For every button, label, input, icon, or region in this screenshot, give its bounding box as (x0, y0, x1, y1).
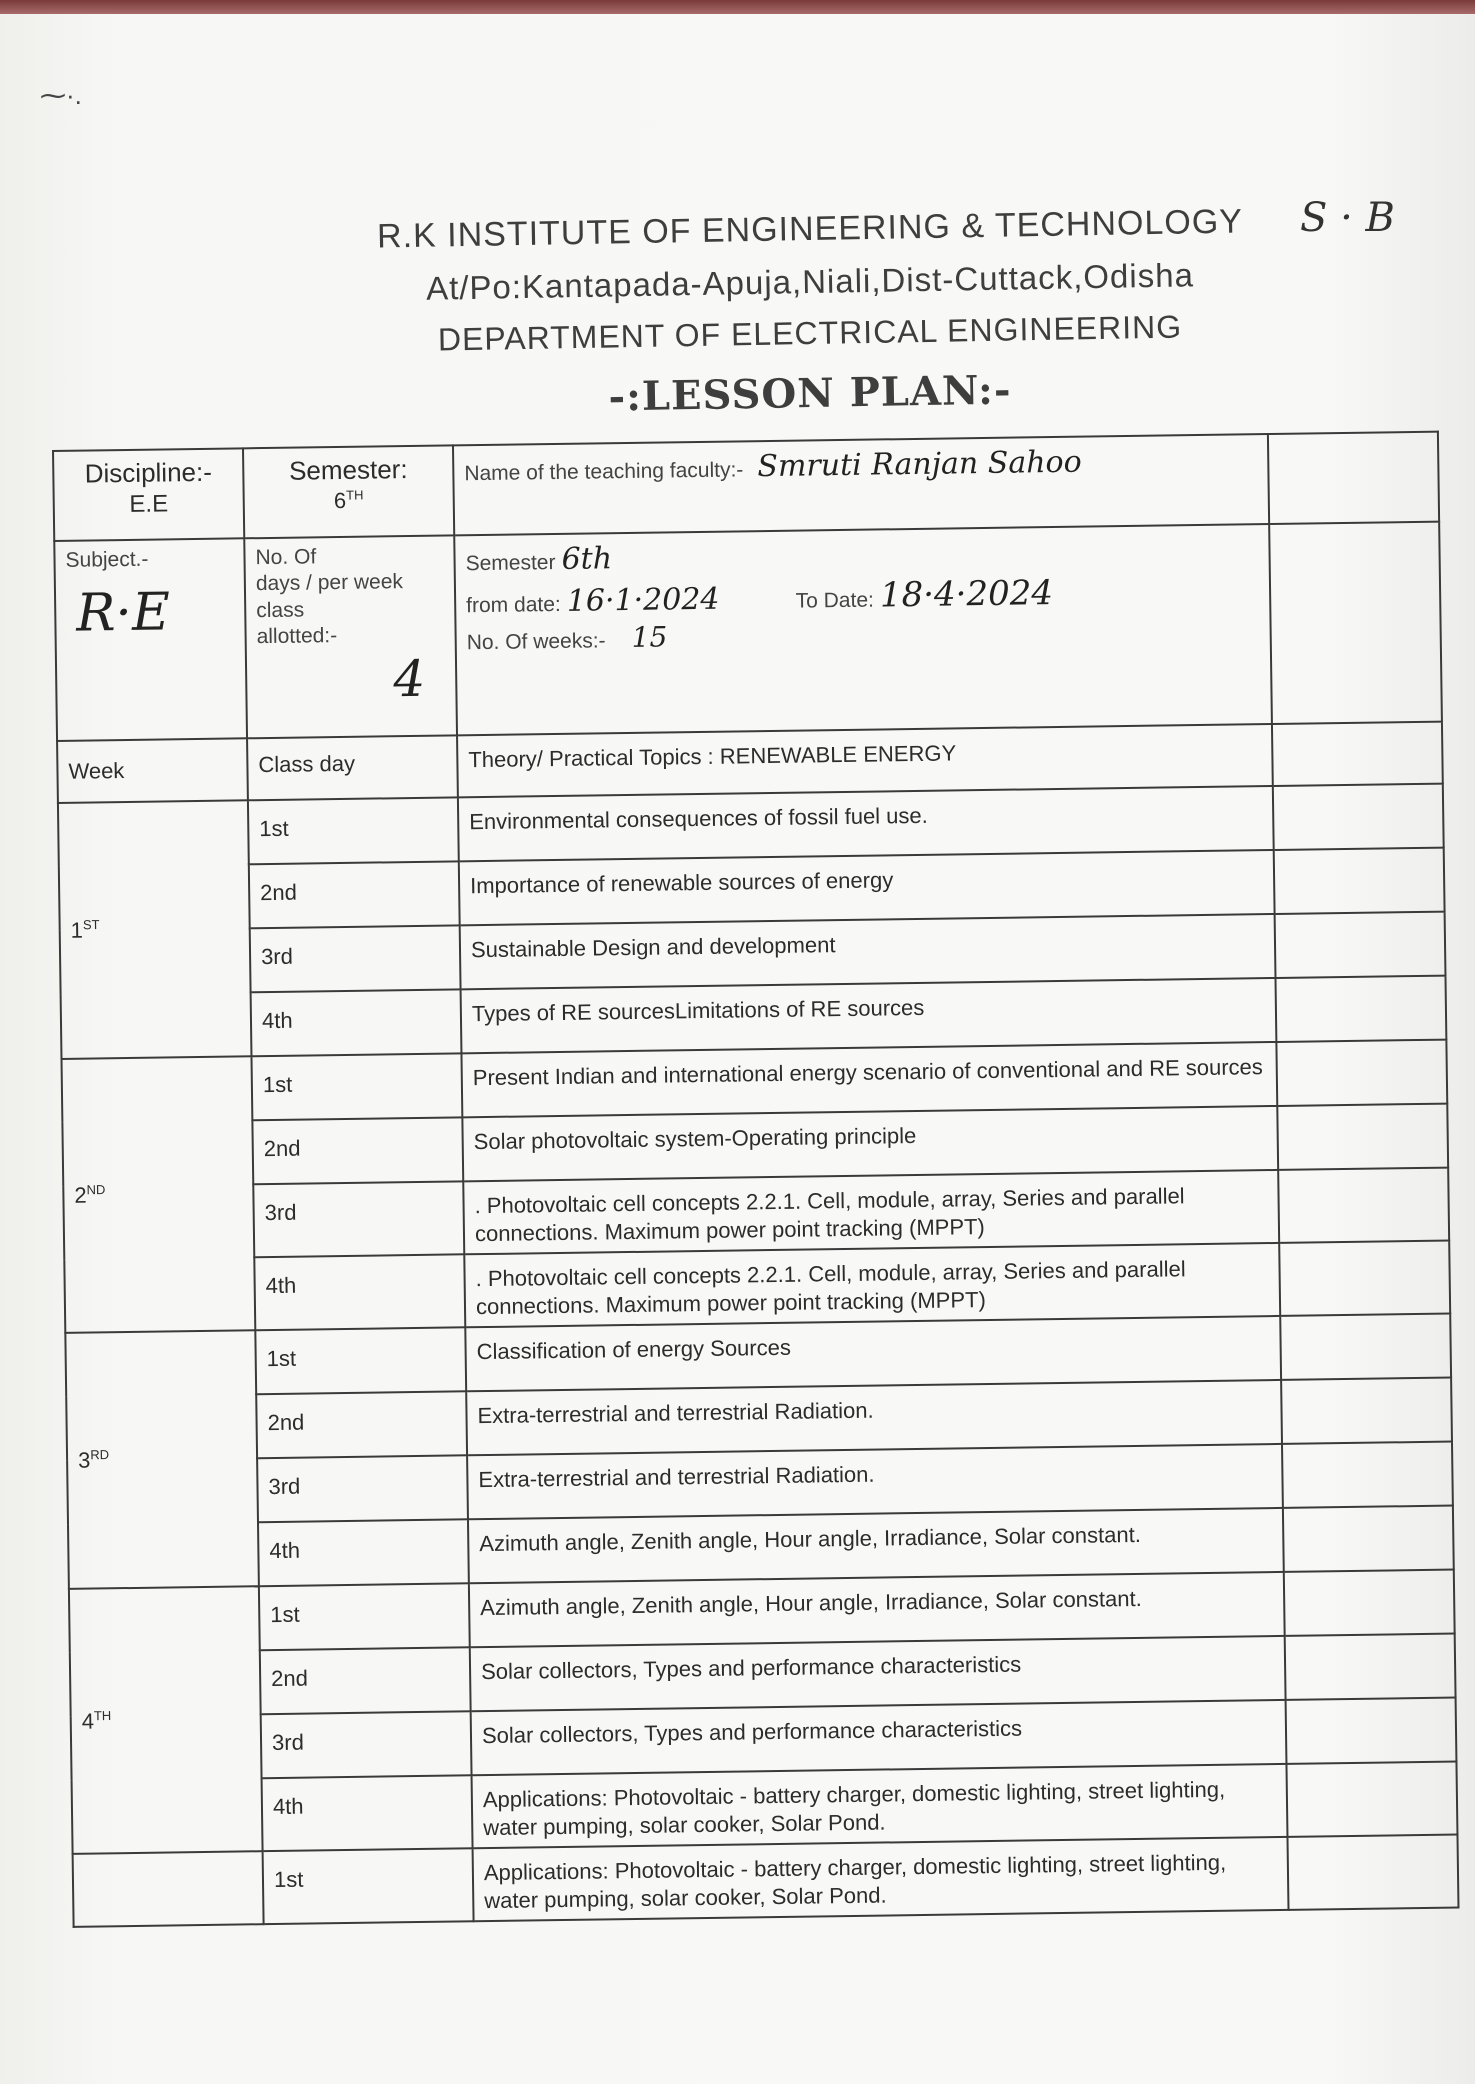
week-number-cell (58, 800, 252, 1059)
institute-address: At/Po:Kantapada-Apuja,Niali,Dist-Cuttack,Odisha (425, 256, 1195, 307)
subject-label: Subject.- (65, 547, 149, 572)
class-day-cell: 4th (254, 1254, 465, 1330)
topic-cell: Importance of renewable sources of energy (459, 850, 1275, 925)
semester-label: Semester: (288, 454, 408, 486)
days-label-2: days / per week (255, 570, 404, 596)
topics-column-header: Theory/ Practical Topics : RENEWABLE ENERGY (457, 724, 1273, 797)
from-date-value: 16·1·2024 (566, 581, 720, 619)
blank-cell (1272, 722, 1443, 786)
blank-cell (1280, 1314, 1451, 1380)
days-label-1: No. Of (255, 545, 317, 570)
blank-cell (1268, 432, 1439, 524)
week-suffix: TH (93, 1707, 112, 1723)
blank-cell (1279, 1241, 1450, 1316)
blank-cell (1278, 1168, 1449, 1243)
class-day-cell: 3rd (261, 1711, 472, 1778)
handwritten-initials: S · B (1300, 195, 1395, 241)
class-day-cell: 4th (262, 1775, 473, 1851)
semester-sup: TH (345, 486, 364, 503)
semester-from-label: Semester (465, 550, 556, 576)
week-suffix: ND (86, 1182, 106, 1198)
faculty-cell (453, 434, 1269, 535)
days-cell (244, 535, 457, 738)
lesson-plan-sheet (52, 431, 1458, 1928)
blank-cell (1274, 848, 1445, 914)
class-day-cell: 1st (255, 1327, 466, 1394)
topic-cell: . Photovoltaic cell concepts 2.2.1. Cell, module, array, Series and parallel connections. Maximum power point tracking (MPPT) (463, 1170, 1279, 1254)
class-day-column-header: Class day (247, 735, 458, 800)
topic-cell: . Photovoltaic cell concepts 2.2.1. Cell, module, array, Series and parallel connections. Maximum power point tracking (MPPT) (464, 1243, 1280, 1327)
from-date-label: from date: (466, 592, 561, 617)
blank-cell (1285, 1634, 1456, 1700)
weeks-label: No. Of weeks:- (466, 629, 606, 655)
department-name: DEPARTMENT OF ELECTRICAL ENGINEERING (437, 308, 1183, 358)
blank-cell (1286, 1698, 1457, 1764)
faculty-label: Name of the teaching faculty:- (464, 458, 744, 486)
discipline-cell (53, 448, 244, 541)
class-day-cell: 1st (251, 1053, 462, 1120)
topic-cell: Solar photovoltaic system-Operating principle (462, 1106, 1278, 1181)
topic-cell: Extra-terrestrial and terrestrial Radiation. (467, 1444, 1283, 1519)
weeks-body (58, 784, 1459, 1927)
semester-cell (243, 445, 454, 538)
days-label-3: class (256, 597, 305, 622)
blank-cell (1275, 912, 1446, 978)
blank-cell (1269, 522, 1442, 724)
week-number-cell (69, 1586, 263, 1854)
dates-cell (454, 524, 1272, 735)
topic-cell: Solar collectors, Types and performance characteristics (471, 1700, 1287, 1775)
class-day-cell: 1st (259, 1583, 470, 1650)
week-column-header: Week (57, 738, 248, 803)
class-day-cell: 3rd (257, 1455, 468, 1522)
discipline-value: E.E (129, 489, 169, 518)
week-suffix: RD (90, 1447, 110, 1463)
week-number: 4 (81, 1708, 95, 1734)
discipline-label: Discipline:- (84, 456, 213, 489)
class-day-cell: 3rd (253, 1181, 464, 1257)
blank-cell (1287, 1835, 1458, 1910)
class-day-cell: 2nd (252, 1117, 463, 1184)
page-top-edge (0, 0, 1475, 14)
blank-cell (1275, 976, 1446, 1042)
class-day-cell: 4th (258, 1519, 469, 1586)
document-header (340, 202, 1280, 421)
class-day-cell: 3rd (250, 925, 461, 992)
class-day-cell: 2nd (256, 1391, 467, 1458)
class-day-cell: 2nd (249, 861, 460, 928)
days-value: 4 (393, 649, 426, 709)
institute-name: R.K INSTITUTE OF ENGINEERING & TECHNOLOGY (376, 202, 1244, 256)
week-number: 3 (77, 1447, 91, 1473)
to-date-value: 18·4·2024 (879, 572, 1054, 615)
topic-cell: Applications: Photovoltaic - battery charger, domestic lighting, street lighting, water pumping, solar cooker, Solar Pond. (473, 1837, 1289, 1921)
faculty-value: Smruti Ranjan Sahoo (757, 444, 1082, 485)
blank-cell (1277, 1104, 1448, 1170)
topic-cell: Sustainable Design and development (460, 914, 1276, 989)
info-row-subject (54, 522, 1442, 741)
subject-value: R·E (75, 582, 171, 644)
blank-cell (1286, 1762, 1457, 1837)
class-day-cell: 2nd (260, 1647, 471, 1714)
lesson-plan-table (52, 431, 1460, 1928)
week-number-cell (65, 1330, 259, 1589)
week-number: 2 (74, 1182, 87, 1209)
week-number-cell (73, 1851, 264, 1927)
week-number: 1 (70, 917, 84, 944)
corner-scribble: ⁓·. (40, 80, 82, 110)
days-label-4: allotted:- (256, 623, 338, 648)
blank-cell (1282, 1442, 1453, 1508)
topic-cell: Extra-terrestrial and terrestrial Radiation. (466, 1380, 1282, 1455)
blank-cell (1283, 1506, 1454, 1572)
semester-value: 6 (333, 487, 347, 513)
topic-cell: Applications: Photovoltaic - battery charger, domestic lighting, street lighting, water pumping, solar cooker, Solar Pond. (472, 1764, 1288, 1848)
blank-cell (1284, 1570, 1455, 1636)
subject-cell (54, 538, 247, 741)
blank-cell (1281, 1378, 1452, 1444)
topic-cell: Environmental consequences of fossil fuel use. (458, 786, 1274, 861)
weeks-value: 15 (631, 620, 668, 654)
blank-cell (1273, 784, 1444, 850)
class-day-cell: 1st (263, 1848, 474, 1924)
topic-cell: Solar collectors, Types and performance characteristics (470, 1636, 1286, 1711)
semester-handwritten: 6th (561, 541, 613, 577)
class-day-cell: 4th (251, 989, 462, 1056)
to-date-label: To Date: (795, 588, 875, 613)
topic-cell: Classification of energy Sources (465, 1316, 1281, 1391)
week-suffix: ST (82, 917, 100, 933)
week-number-cell (62, 1056, 256, 1333)
lesson-plan-title: -:LESSON PLAN:- (608, 366, 1012, 421)
topic-cell: Types of RE sourcesLimitations of RE sources (461, 978, 1277, 1053)
class-day-cell: 1st (248, 797, 459, 864)
topic-cell: Azimuth angle, Zenith angle, Hour angle, Irradiance, Solar constant. (468, 1508, 1284, 1583)
blank-cell (1276, 1040, 1447, 1106)
topic-cell: Present Indian and international energy scenario of conventional and RE sources (461, 1042, 1277, 1117)
topic-cell: Azimuth angle, Zenith angle, Hour angle, Irradiance, Solar constant. (469, 1572, 1285, 1647)
